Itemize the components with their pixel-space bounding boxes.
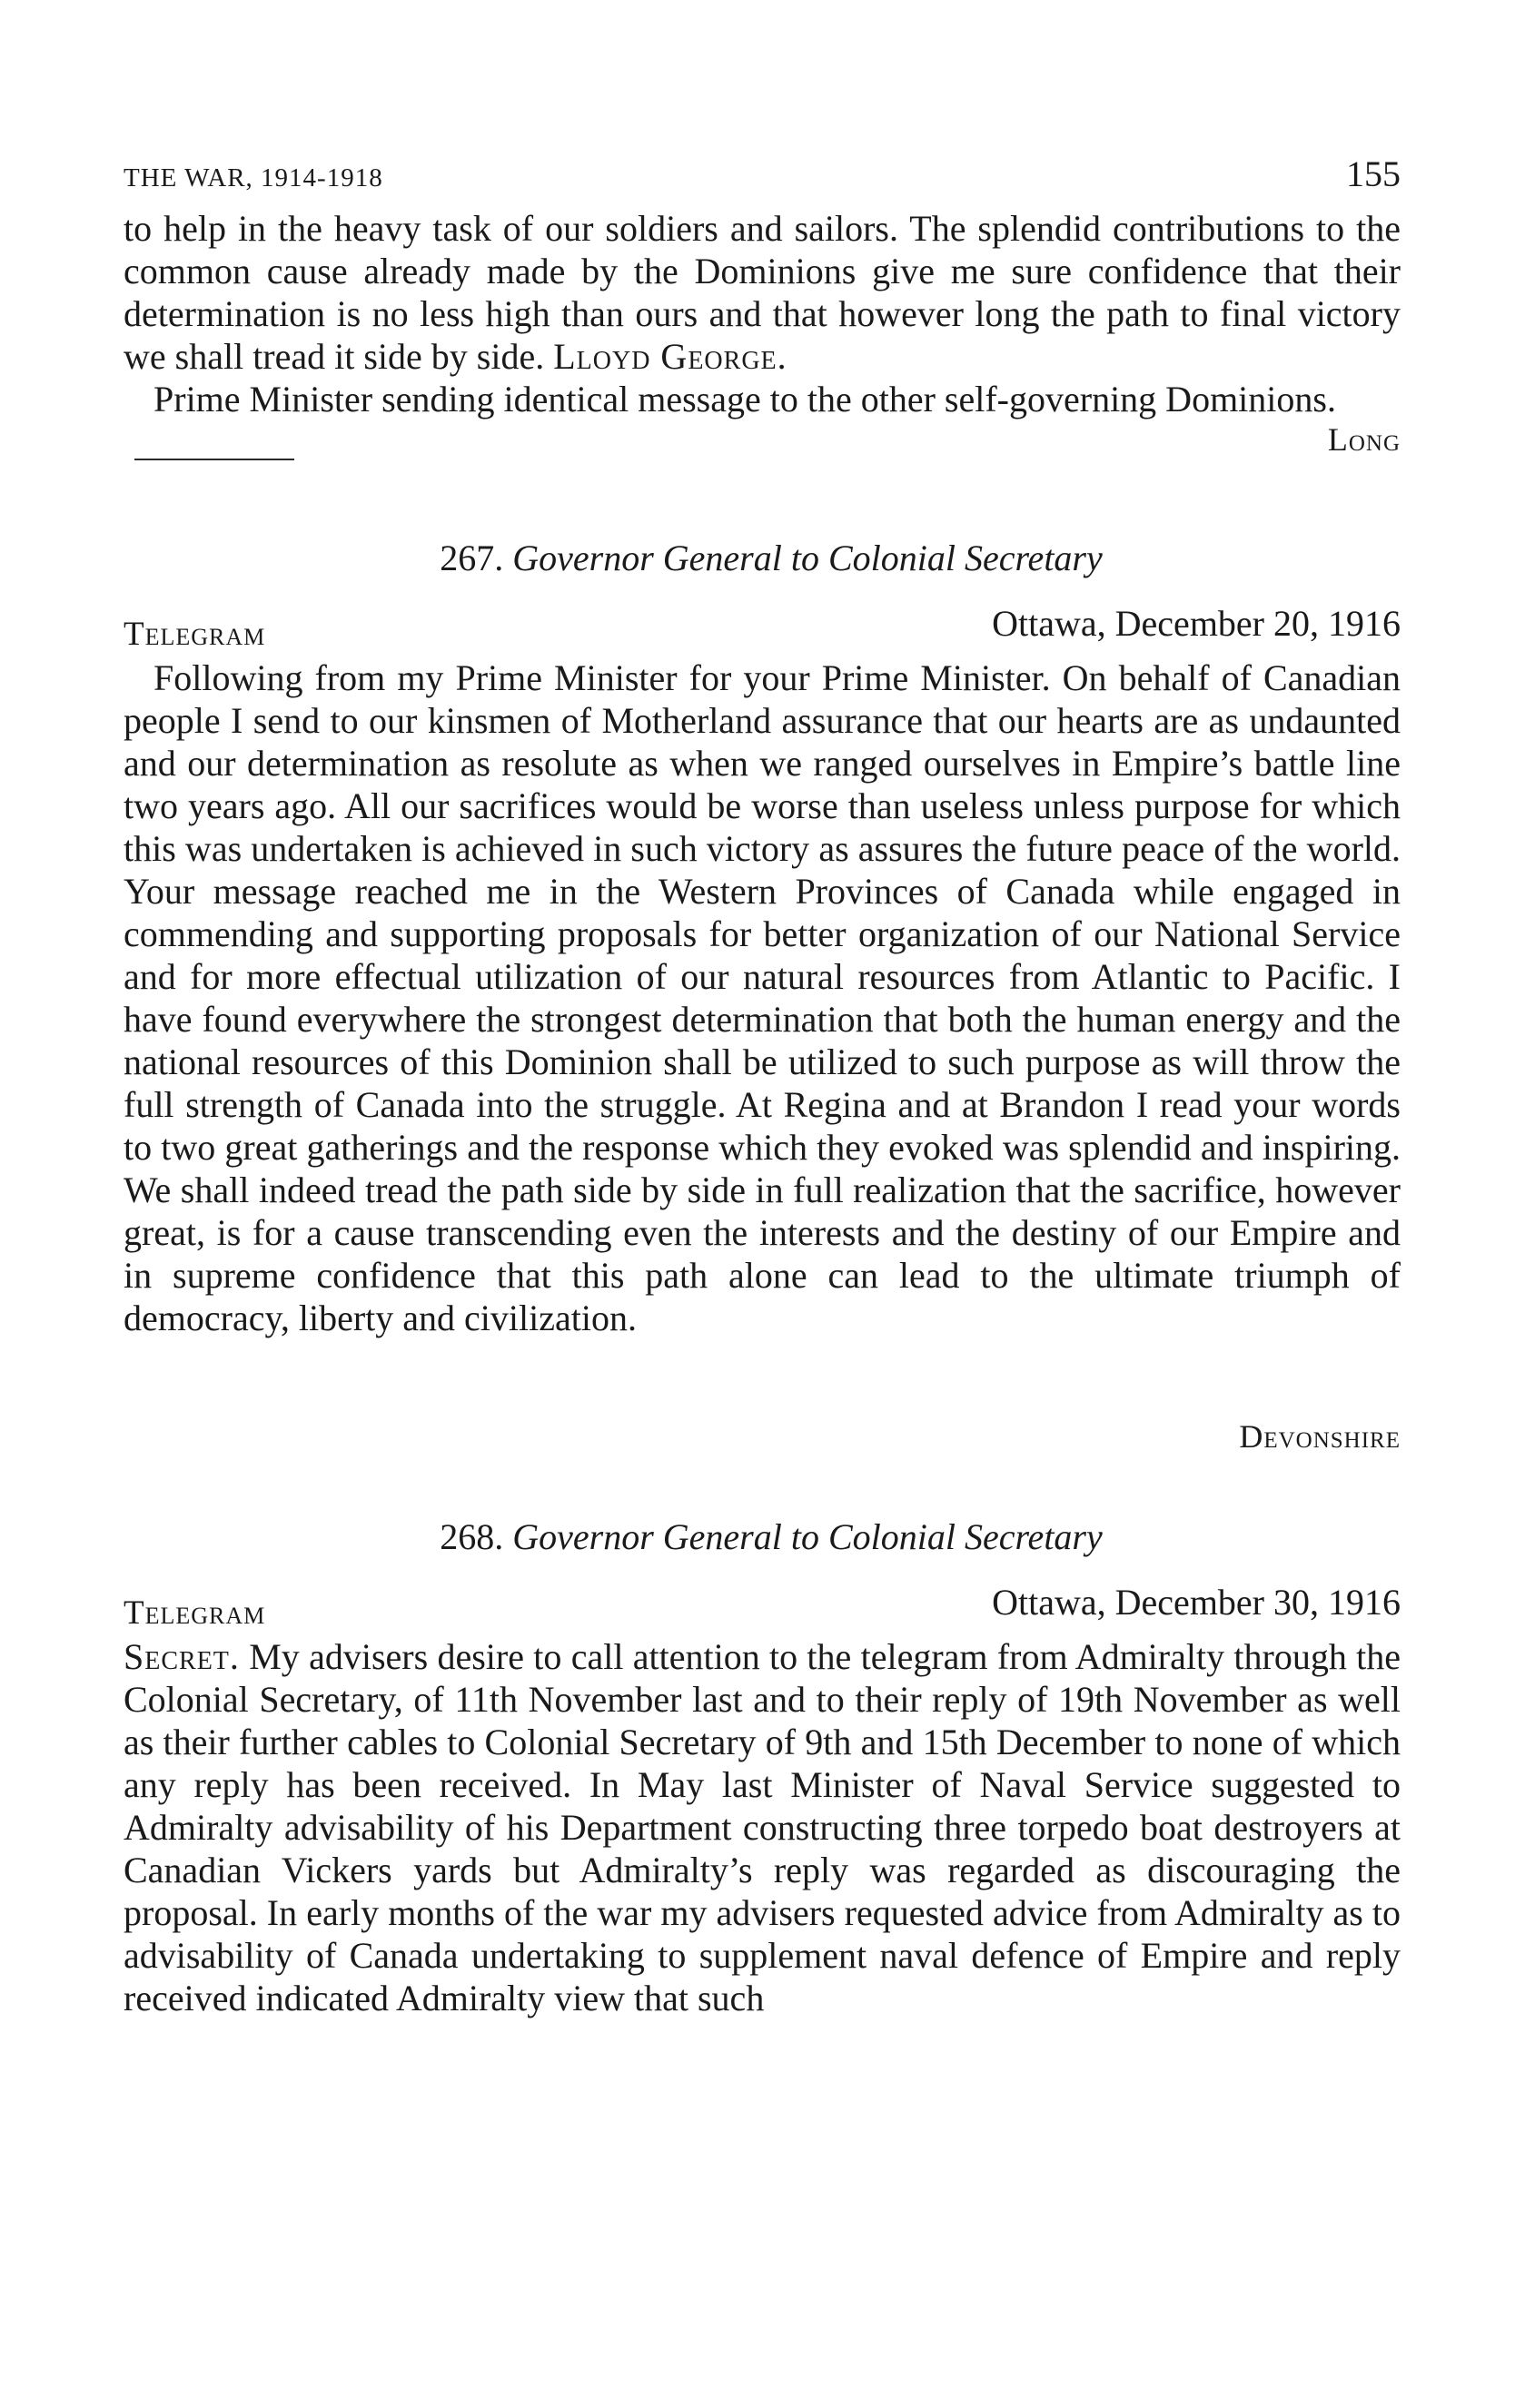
document-body-text: My advisers desire to call attention to the telegram from Admiralty through the Colonial Secretary, of 11th November last and to their reply of 19th November as well as their further cables to Colonial Secretary of 9th and 15th December to none of which any reply has been received. In May last Minister of Naval Service suggested to Admiralty advisability of his Department constructing three torpedo boat destroyers at Canadian Vickers yards but Admiralty’s reply was regarded as discouraging the proposal. In early months of the war my advisers requested advice from Admiralty as to advisability of Canada undertaking to supplement naval defence of Empire and reply received indicated Admiralty view that such [124, 1636, 1401, 2018]
page-number: 155 [1346, 153, 1401, 194]
document-title: Governor General to Colonial Secretary [512, 538, 1103, 578]
document-heading-268 [124, 1515, 1401, 1570]
document-meta-267 [124, 602, 1401, 656]
section-rule [134, 459, 294, 460]
document-heading-267 [124, 537, 1401, 591]
document-type: Telegram [124, 1594, 266, 1632]
document-body-267: Following from my Prime Minister for your Prime Minister. On behalf of Canadian people I send to our kinsmen of Motherland assurance that our hearts are as undaunted and our determination as resolute as when we ranged ourselves in Empire’s battle line two years ago. All our sacrifices would be worse than useless unless purpose for which this was undertaken is achieved in such victory as assures the future peace of the world. Your message reached me in the Western Provinces of Canada while engaged in commending and supporting proposals for better organization of our National Service and for more effectual utilization of our natural resources from Atlantic to Pacific. I have found everywhere the strongest determination that both the human energy and the national resources of this Dominion shall be utilized to such purpose as will throw the full strength of Canada into the struggle. At Regina and at Brandon I read your words to two great gatherings and the response which they evoked was splendid and inspiring. We shall indeed tread the path side by side in full realization that the sacrifice, however great, is for a cause transcending even the interests and the destiny of our Empire and in supreme confidence that this path alone can lead to the ultimate triumph of democracy, liberty and civilization. [124, 657, 1401, 1338]
running-head [124, 153, 1401, 207]
continuation-paragraph [124, 207, 1401, 378]
document-meta-268 [124, 1581, 1401, 1635]
classification-label: Secret. [124, 1636, 240, 1677]
document-number: 268. [440, 1516, 504, 1557]
continuation-text: to help in the heavy task of our soldiers and sailors. The splendid contributions to the common cause already made by the Dominions give me sure confidence that their determination is no less high than ours and that however long the path to final victory we shall tread it side by side. [124, 208, 1401, 377]
signature-row [124, 420, 1401, 484]
document-place-date: Ottawa, December 20, 1916 [992, 603, 1401, 644]
document-place-date: Ottawa, December 30, 1916 [992, 1582, 1401, 1623]
signature-long: Long [1327, 421, 1401, 458]
document-body-268 [124, 1635, 1401, 2019]
document-title: Governor General to Colonial Secretary [512, 1516, 1103, 1557]
document-type: Telegram [124, 616, 266, 653]
document-number: 267. [440, 538, 504, 578]
signature-devonshire: Devonshire [1239, 1418, 1401, 1455]
continuation-note: Prime Minister sending identical message to the other self-governing Dominions. [153, 379, 1336, 419]
running-head-title: THE WAR, 1914-1918 [124, 163, 383, 192]
continuation-signed: Lloyd George. [553, 336, 787, 377]
document-page [124, 153, 1401, 2019]
